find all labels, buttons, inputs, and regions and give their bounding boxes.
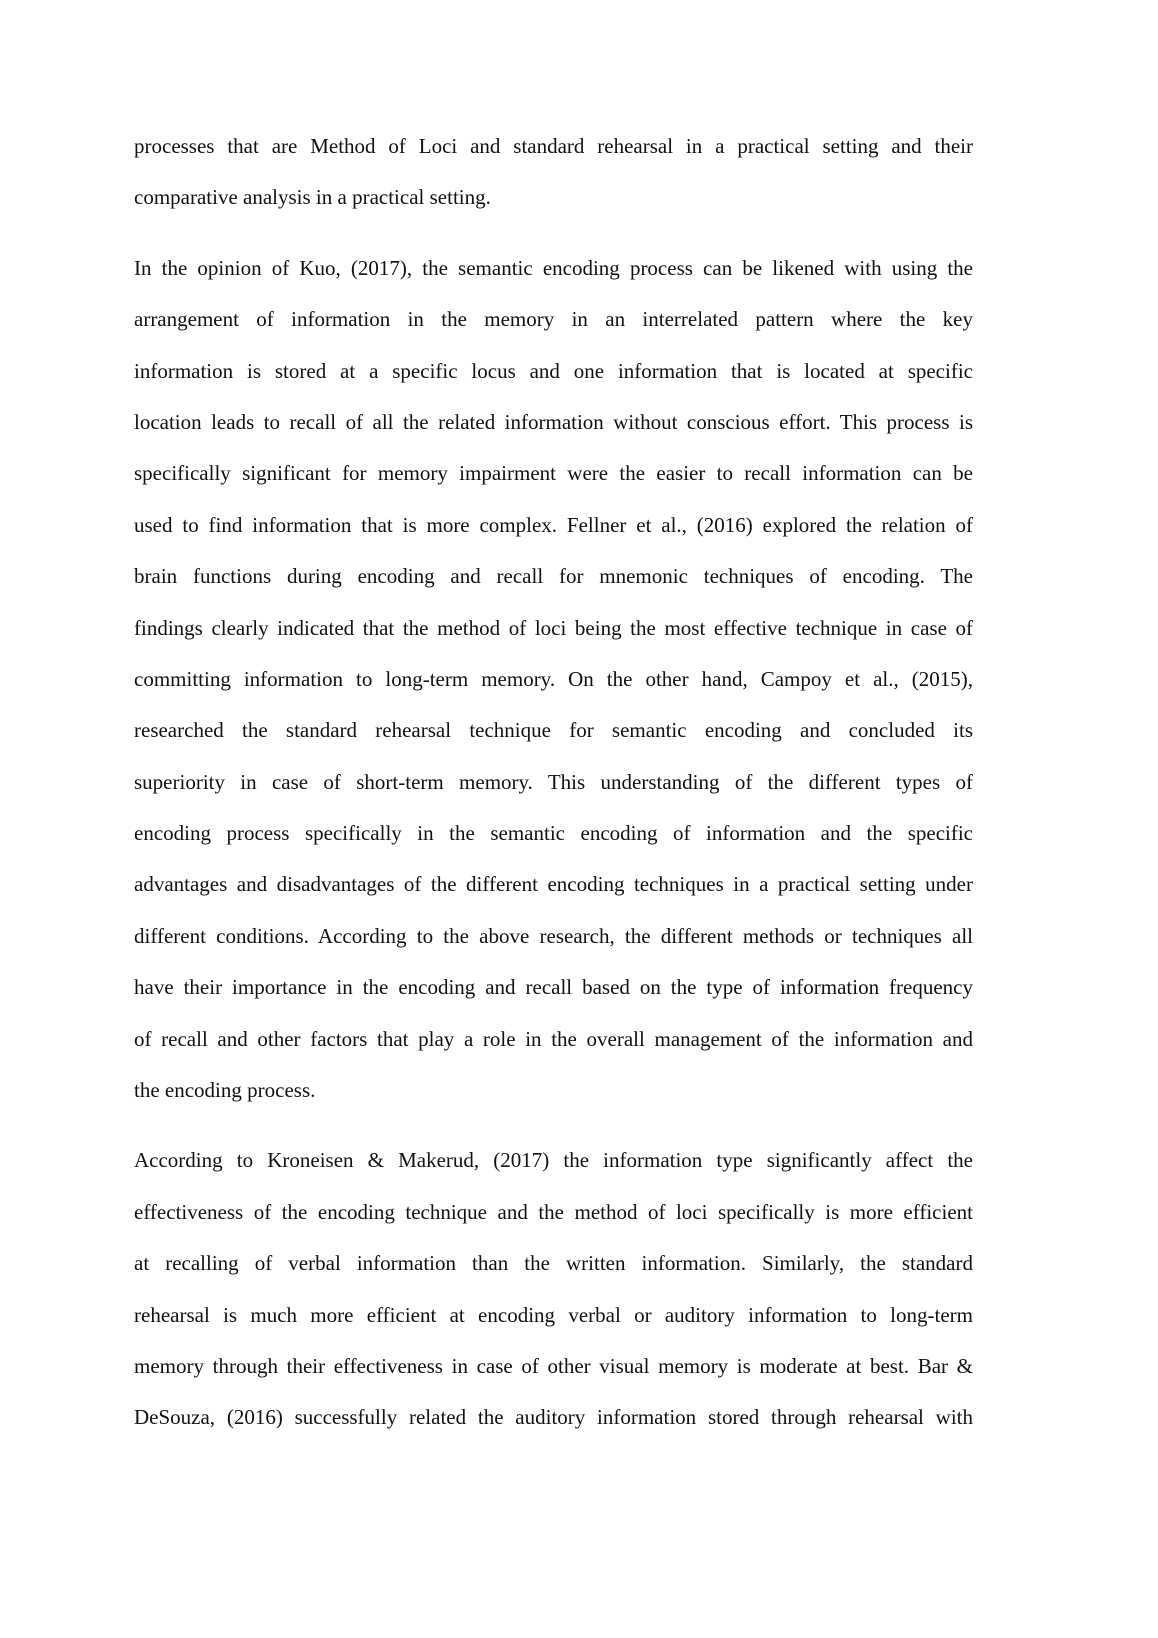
text-line: at recalling of verbal information than the written information. Similarly, the standard [134, 1251, 973, 1276]
text-line: researched the standard rehearsal technique for semantic encoding and concluded its [134, 718, 973, 743]
paragraph [134, 121, 973, 224]
text-line: superiority in case of short-term memory. This understanding of the different types of [134, 769, 973, 794]
text-line: the encoding process. [134, 1078, 316, 1103]
text-line: memory through their effectiveness in case of other visual memory is moderate at best. Bar & [134, 1353, 973, 1378]
text-line: According to Kroneisen & Makerud, (2017) the information type significantly affect the [134, 1148, 973, 1173]
text-line: encoding process specifically in the semantic encoding of information and the specific [134, 821, 973, 846]
paragraph [134, 1135, 973, 1443]
text-line: findings clearly indicated that the method of loci being the most effective technique in case of [134, 615, 973, 640]
paragraph [134, 243, 973, 1117]
text-line: specifically significant for memory impairment were the easier to recall information can be [134, 461, 973, 486]
text-line: brain functions during encoding and recall for mnemonic techniques of encoding. The [134, 564, 973, 589]
text-line: processes that are Method of Loci and standard rehearsal in a practical setting and their [134, 134, 973, 158]
text-line: In the opinion of Kuo, (2017), the semantic encoding process can be likened with using the [134, 255, 973, 280]
text-line: effectiveness of the encoding technique and the method of loci specifically is more efficient [134, 1199, 973, 1224]
text-line: advantages and disadvantages of the different encoding techniques in a practical setting under [134, 872, 973, 897]
text-line: committing information to long-term memory. On the other hand, Campoy et al., (2015), [134, 666, 973, 691]
text-line: used to find information that is more complex. Fellner et al., (2016) explored the relation of [134, 512, 973, 537]
text-line: location leads to recall of all the related information without conscious effort. This process is [134, 409, 973, 434]
document-page [134, 121, 973, 1463]
text-line: different conditions. According to the above research, the different methods or techniques all [134, 923, 973, 948]
text-line: information is stored at a specific locus and one information that is located at specific [134, 358, 973, 383]
text-line: rehearsal is much more efficient at encoding verbal or auditory information to long-term [134, 1302, 973, 1327]
text-line: comparative analysis in a practical setting. [134, 185, 491, 210]
text-line: have their importance in the encoding and recall based on the type of information frequency [134, 975, 973, 1000]
text-line: arrangement of information in the memory in an interrelated pattern where the key [134, 307, 973, 332]
text-line: DeSouza, (2016) successfully related the auditory information stored through rehearsal with [134, 1405, 973, 1430]
text-line: of recall and other factors that play a role in the overall management of the information and [134, 1026, 973, 1051]
